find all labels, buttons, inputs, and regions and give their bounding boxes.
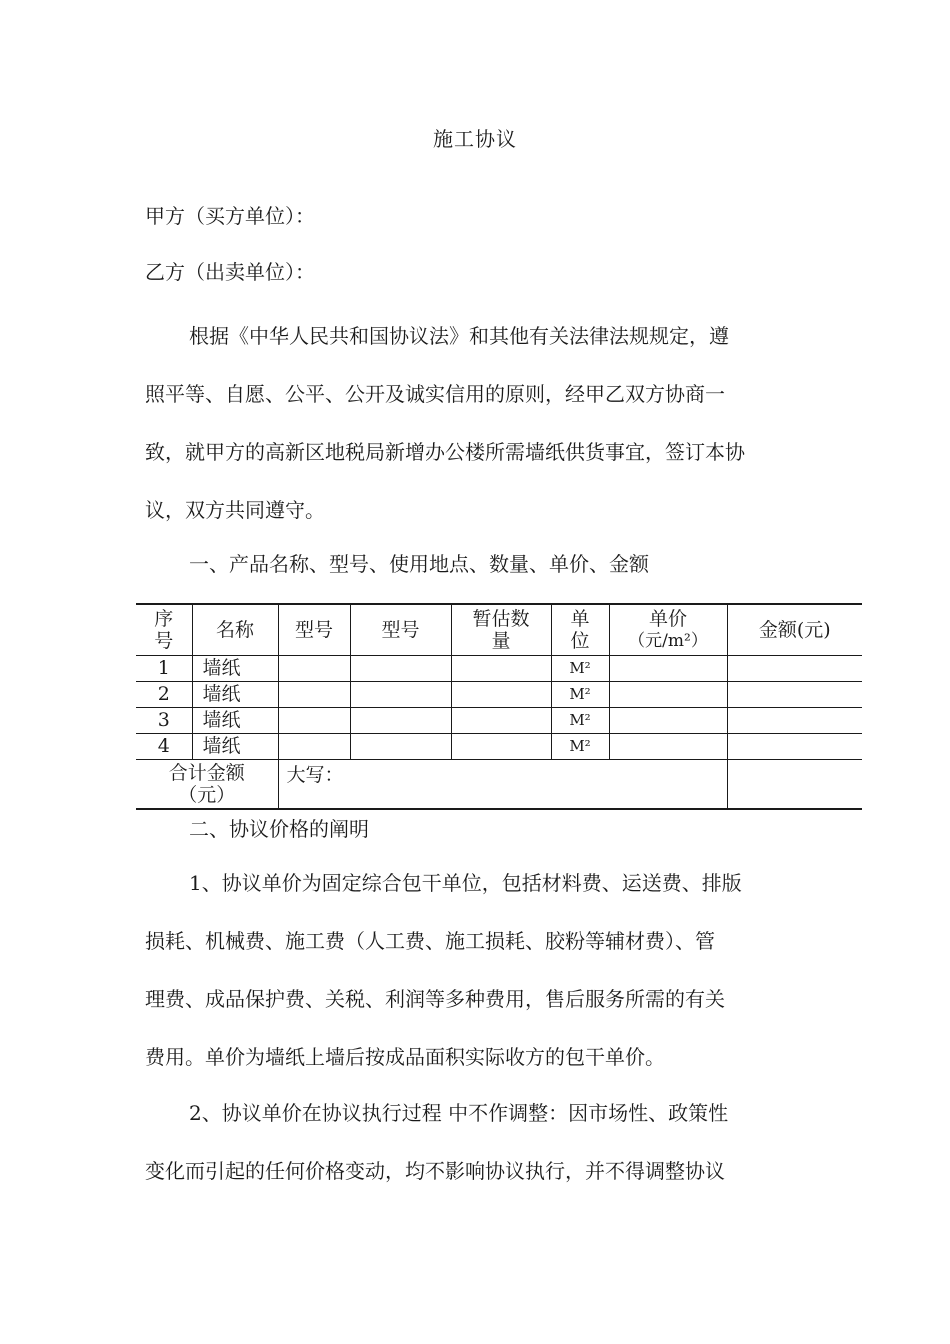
party-a-line: 甲方（买方单位）： [145,204,315,228]
clause2-line-1: 2、协议单价在协议执行过程 中不作调整：因市场性、政策性 [189,1101,729,1125]
header-amount: 金额(元) [727,604,862,655]
row-name: 墙纸 [192,707,278,733]
table-row [136,733,862,759]
clause1-line-3: 理费、成品保护费、关税、利润等多种费用，售后服务所需的有关 [145,987,725,1011]
intro-line-3: 致，就甲方的高新区地税局新增办公楼所需墙纸供货事宜，签订本协 [145,440,745,464]
header-price: 单价 （元/m²） [609,604,727,655]
header-qty: 暂估数 量 [451,604,551,655]
table-header-row [136,604,862,655]
row-seq: 3 [136,707,192,733]
header-name: 名称 [192,604,278,655]
row-qty [451,655,551,681]
row-name: 墙纸 [192,655,278,681]
row-model-b [350,707,451,733]
row-qty [451,707,551,733]
row-model-b [350,681,451,707]
total-amount [727,759,862,809]
row-price [609,655,727,681]
row-qty [451,733,551,759]
clause1-line-2: 损耗、机械费、施工费（人工费、施工损耗、胶粉等辅材费）、管 [145,929,715,953]
row-seq: 1 [136,655,192,681]
total-label: 合计金额 （元） [136,759,278,809]
total-daxie: 大写： [278,759,727,809]
intro-line-1: 根据《中华人民共和国协议法》和其他有关法律法规规定，遵 [189,324,729,348]
row-model-a [278,655,350,681]
row-seq: 2 [136,681,192,707]
row-price [609,733,727,759]
intro-line-4: 议，双方共同遵守。 [145,498,325,522]
table-row [136,655,862,681]
row-model-b [350,655,451,681]
row-amount [727,733,862,759]
party-b-line: 乙方（出卖单位）： [145,260,315,284]
row-name: 墙纸 [192,733,278,759]
section1-heading: 一、产品名称、型号、使用地点、数量、单价、金额 [189,552,649,576]
product-table [136,603,862,810]
row-unit: M² [551,655,609,681]
clause2-line-2: 变化而引起的任何价格变动，均不影响协议执行，并不得调整协议 [145,1159,725,1183]
row-model-a [278,733,350,759]
row-seq: 4 [136,733,192,759]
row-amount [727,707,862,733]
header-unit: 单 位 [551,604,609,655]
clause1-line-1: 1、协议单价为固定综合包干单位，包括材料费、运送费、排版 [189,871,742,895]
header-model-a: 型号 [278,604,350,655]
row-qty [451,681,551,707]
table-row [136,707,862,733]
row-model-a [278,707,350,733]
row-price [609,681,727,707]
row-name: 墙纸 [192,681,278,707]
section2-heading: 二、协议价格的阐明 [189,817,369,841]
row-unit: M² [551,733,609,759]
table-row [136,681,862,707]
header-seq: 序 号 [136,604,192,655]
row-model-a [278,681,350,707]
row-model-b [350,733,451,759]
row-price [609,707,727,733]
row-amount [727,681,862,707]
table-total-row [136,759,862,809]
clause1-line-4: 费用。单价为墙纸上墙后按成品面积实际收方的包干单价。 [145,1045,665,1069]
row-unit: M² [551,707,609,733]
intro-line-2: 照平等、自愿、公平、公开及诚实信用的原则，经甲乙双方协商一 [145,382,725,406]
row-amount [727,655,862,681]
document-title: 施工协议 [433,127,517,151]
header-model-b: 型号 [350,604,451,655]
row-unit: M² [551,681,609,707]
